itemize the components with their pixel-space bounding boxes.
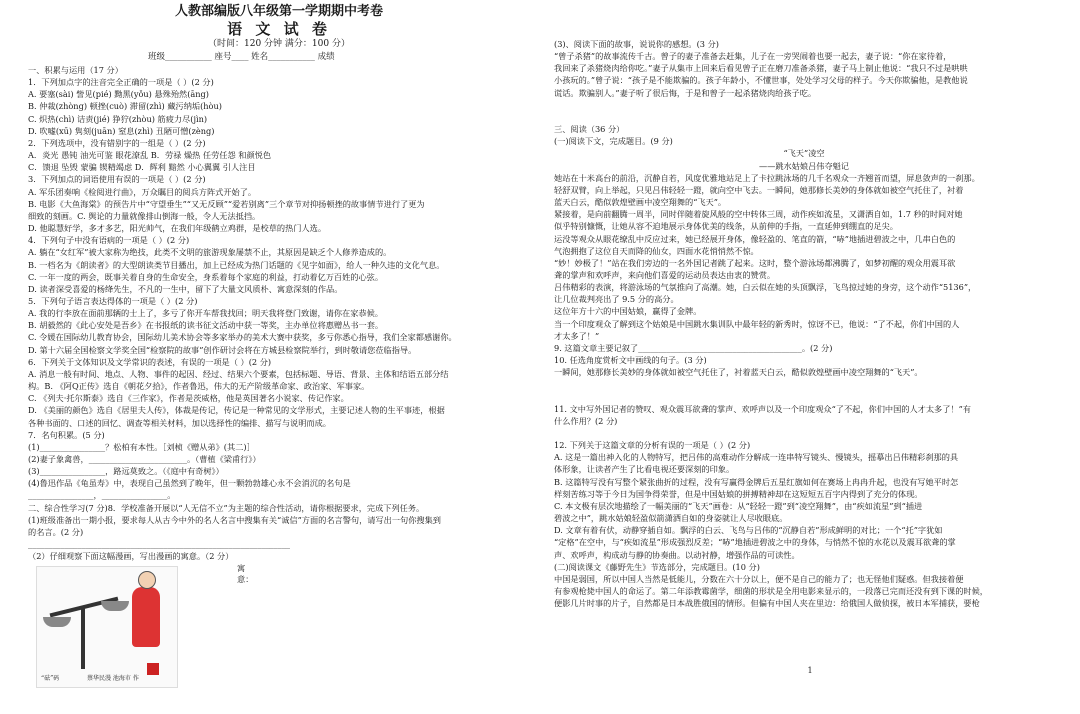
text-line: 轻舒双臂，向上举起，只见吕伟轻轻一蹬，就向空中飞去。一瞬间，她那修长美妙的身体就如被空气托住了，衬着 (554, 184, 964, 195)
text-line: 让几位裁判亮出了 9.5 分的高分。 (554, 294, 679, 305)
cartoon-person-shape (132, 587, 160, 647)
text-line: (3)、阅读下面的故事，说说你的感想。(3 分) (554, 39, 719, 49)
text-line (554, 111, 1054, 123)
text-line: 11. 文中写外国记者的赞叹、观众震耳欲聋的掌声、欢呼声以及一个印度观众“了不起，你们中国的人才太多了！”有 (554, 403, 971, 414)
comic-caption-right: 蔡华民漫 池海市 作 (87, 675, 139, 683)
scale-pan-left-shape (43, 617, 71, 627)
text-line: 谎话。欺骗别人。”妻子听了很后悔，于是和曾子一起杀猪烧肉给孩子吃。 (554, 87, 817, 98)
text-line: (1)________________？松柏有本性。［刘桢《赠从弟》(其二)］ (28, 441, 255, 452)
text-line: C. 令媛在国际幼儿教育协会，国际幼儿美术协会等多家举办的美术大赛中获奖，多亏你悉心指导，我们全家都感谢你。 (28, 332, 457, 343)
text-line: B. 一档名为《朗读者》的大型朗读类节目播出，加上已经成为热门话题的《见字如面》，给人一种久违的文化气息。 (28, 259, 445, 270)
text-line: 的名言。(2 分) (28, 526, 84, 537)
red-seal-stamp (147, 663, 159, 675)
text-line: A. 要塞(sài) 訾见(pié) 黝黑(yǒu) 悬殊殆然(āng) (28, 89, 209, 100)
text-line: D. 第十六届全国检察文学奖全国“检察院的故事”创作研讨会将在方城县检察院举行，到时敬请您莅临指导。 (28, 344, 417, 355)
text-line: B. 胡毅然的《此心安处是吾乡》在书报纸的读书征文活动中获一等奖，主办单位将惠赠丛书一套。 (28, 320, 384, 331)
text-line: 才太多了！” (554, 330, 600, 341)
text-line: “曾子杀猪”的故事流传千古。曾子的妻子准备去赶集，儿子在一旁哭闹着也要一起去，妻子说：“你在家待着， (554, 51, 952, 62)
text-line: 中国是弱国，所以中国人当然是低能儿，分数在六十分以上，便不是自己的能力了；也无怪他们疑惑。但我接着便 (554, 573, 964, 584)
text-line: ________________，________________。 (28, 490, 176, 501)
text-line: C. 《列夫·托尔斯泰》选自《三作家》，作者是茨威格，他是英国著名小说家、传记作家。 (28, 393, 349, 404)
text-line: 样刻苦练习等于今日为国争得荣誉，但是中国姑娘的拼搏精神却在这短短五百字内得到了充分的体现。 (554, 488, 923, 499)
text-line: 我回来了杀猪烧肉给你吃。”妻子从集市上回来后看见曾子正在磨刀准备杀猪，妻子马上制止他说：“我只不过是哄哄 (554, 63, 968, 74)
text-line: 构。B. 《阿Q正传》选自《朝花夕拾》，作者鲁迅，伟大的无产阶级革命家、政治家、军事家。 (28, 381, 370, 392)
text-line: 一、积累与运用（17 分） (28, 65, 123, 75)
text-line: 10. 任选角度赏析文中画线的句子。(3 分) (554, 355, 707, 366)
text-line (554, 391, 1054, 403)
text-line: (3)________________，路远莫致之。（《庭中有奇树》） (28, 466, 224, 477)
text-line: 一瞬间，她那修长美妙的身体就如被空气托住了，衬着蓝天白云，酷似敦煌壁画中凌空翔舞的“飞天”。 (554, 367, 923, 378)
student-fields: 班级___________ 座号____ 姓名___________ 成绩 (148, 52, 335, 62)
text-line: 3．下列加点的词语使用有误的一项是（ ）(2 分) (28, 174, 206, 185)
text-line: A. 躺在“女红军”被大家称为绝技，此类不文明的旅游现象屡禁不止，其原因是缺乏个人修养造成的。 (28, 247, 392, 258)
text-line: 声、欢呼声，构成动与静的协奏曲。以动衬静，增强作品的可读性。 (554, 549, 800, 560)
text-line: C. 炽热(chì) 诘责(jié) 狰狞(zhòu) 筋疲力尽(jìn) (28, 113, 208, 124)
text-line: C. 一年一度的两会，既事关着自身的生命安全，身系着每个家庭的利益，打动着亿万百姓的心弦。 (28, 271, 384, 282)
exam-meta: （时间：120 分钟 满分：100 分） (208, 39, 350, 49)
comic-image (36, 563, 254, 688)
text-line (554, 99, 1054, 111)
text-line: B. 电影《大鱼海棠》的预告片中“守望垂生”“又无反顾”“爱若别离”三个章节对抑扬顿挫的故事情节进行了更为 (28, 198, 425, 209)
text-line: 各种书面的、口述的回忆、调查等相关材料，加以选择性的编排、描写与说明而成。 (28, 417, 331, 428)
text-line: “飞天”凌空 (783, 148, 825, 159)
text-line: 7．名句积累。(5 分) (28, 429, 105, 440)
text-line: D. 他聪慧好学，多才多艺，阳光帅气，在我们年级鹤立鸡群，是校草的热门人选。 (28, 223, 327, 234)
text-line: (1)班级准备出一期小报，要求每人从古今中外的名人名言中搜集有关“诚信”方面的名言警句，请写出一句你搜集到 (28, 514, 441, 525)
text-line: 小孩玩的。”曾子说：“孩子是不能欺骗的。孩子年龄小，不懂世事，处处学习父母的样子。今天你欺骗他，是教他说 (554, 75, 968, 86)
exam-title: 人教部编版八年级第一学期期中考卷 (174, 4, 383, 19)
text-line: 6．下列关于文体知识及文学常识的表述，有误的一项是（ ）(2 分) (28, 356, 272, 367)
text-line: D. 读者深受喜爱的杨绛先生，不凡的一生中，留下了大量文风质朴、寓意深刻的作品。 (28, 283, 343, 294)
comic-meaning-label: 寓意： (237, 563, 254, 585)
text-line: 吕伟精彩的表演，将游泳场的气氛推向了高潮。她，白云似在她的头顶飘浮，飞鸟掠过她的身旁，这个动作“5136”， (554, 282, 977, 293)
text-line: 当一个印度观众了解到这个姑娘是中国跳水集训队中最年轻的新秀时，惊讶不已，他说：“了不起，你们中国的人 (554, 318, 960, 329)
comic-caption-left: “砝”码 (41, 675, 60, 683)
text-line: (一)阅读下文，完成题目。(9 分) (554, 136, 673, 147)
text-line: 体形象，让读者产生了比看电视还要深刻的印象。 (554, 464, 735, 475)
text-line (554, 378, 1054, 390)
text-line (554, 427, 1054, 439)
right-question-lines (554, 38, 1054, 609)
text-line: D. 吹嘘(xū) 隽刻(juān) 窒息(zhì) 丑陋可憎(zèng) (28, 125, 215, 136)
text-line: 12. 下列关于这篇文章的分析有误的一项是（ ）(2 分) (554, 440, 751, 451)
text-line: 4．下列句子中没有语病的一项是（ ）(2 分) (28, 235, 190, 246)
text-line: D. 《美丽的颜色》选自《居里夫人传》，体裁是传记，传记是一种常见的文学形式，主要记述人物的生平事迹，根据 (28, 405, 445, 416)
text-line: C. 本文极有层次地描绘了一幅美丽的“飞天”画卷：从“轻轻一蹬”到“凌空翔舞”，由“疾如流星”到“插进 (554, 500, 923, 511)
text-line: D. 文章有着有伏，动静穿插自如。飘浮的白云、飞鸟与吕伟的“沉静自若”形成鲜明的对比；一个“托”字犹如 (554, 525, 943, 536)
comic-section (28, 550, 530, 562)
text-line: 细致的刻画。C. 舆论的力量就像排山倒海一般，令人无法抵挡。 (28, 210, 261, 221)
text-line: 5．下列句子语言表达得体的一项是（ ）(2 分) (28, 295, 198, 306)
text-line: 蓝天白云，酷似敦煌壁画中凌空翔舞的“飞天”。 (554, 197, 727, 208)
text-line: ——跳水姑娘吕伟夺魁记 (758, 160, 850, 171)
text-line: 聋的掌声和欢呼声，来向他们喜爱的运动员表达由衷的赞赏。 (554, 269, 776, 280)
page-number: 1 (807, 666, 813, 675)
text-line: 气泡拥抱了这位自天而降的仙女，四面水花悄悄然不惊。 (554, 245, 759, 256)
text-line: B. 这篇特写没有写整个紧张曲折的过程，没有写赢得金牌后五星红旗如何在赛场上冉冉升起，也没有写她平时怎 (554, 476, 959, 487)
text-line: 2．下列选项中，没有错别字的一组是（ ）(2 分) (28, 137, 206, 148)
text-line: 碧波之中”，跳水姑娘轻盈似箭潇洒自如的身姿就让人尽收眼底。 (554, 513, 788, 524)
text-line: C．馈退 坠毁 蒙骗 锲精竭虑 D．辉利 黯然 小心翼翼 引人注目 (28, 162, 256, 173)
comic-prompt: （2）仔细观察下面这幅漫画，写出漫画的寓意。（2 分） (28, 551, 234, 562)
text-line: 运没等观众从眼花缭乱中反应过来，她已经展开身体，像轻盈的、笔直的箭，“哧”地插进碧波之中，几串白色的 (554, 233, 956, 244)
text-line: 她站在十米高台的前沿，沉静自若，风度优雅地站足上了卡拉跳泳场的几千名观众一齐翘首而望，屏息敛声的一刹那。 (554, 172, 980, 183)
text-line: A. 消息一般有时间、地点、人物、事件的起因、经过、结果六个要素，包括标题、导语、背景、主体和结语五部分结 (28, 368, 449, 379)
text-line: A. 军乐团奏响《检阅进行曲》，万众瞩目的阅兵方阵式开始了。 (28, 186, 257, 197)
text-line: 有参观枪毙中国人的命运了。第二年添教霉菌学，细菌的形状是全用电影来显示的，一段落已完而还没有到下课的时候， (554, 586, 988, 597)
exam-subtitle: 语 文 试 卷 (227, 20, 331, 38)
text-line: B. 仲裁(zhòng) 顿挫(cuò) 滞留(zhì) 藏污纳垢(hòu) (28, 101, 222, 112)
scale-post-shape (81, 607, 85, 669)
text-line: A．炎光 愚钝 油光可鉴 眼花潦乱 B．劳禄 燥热 任劳任怨 和颜悦色 (28, 150, 272, 161)
text-line: (4)鲁迅作品《龟虽寿》中，表现自己虽然到了晚年，但一颗勃勃雄心永不会消沉的名句是 (28, 478, 351, 489)
text-line: A. 我的行李放在面前那辆的士上了，多亏了你开车帮我找回；明天我将登门致谢，请你在家恭候。 (28, 308, 383, 319)
text-line: 紧接着，是向前翻腾一周半，同时伴随着旋风般的空中转体三周，动作疾如流星，又潇洒自如，1.7 秒的时间对她 (554, 209, 963, 220)
left-question-lines (28, 64, 530, 550)
text-line: 这位年方十六的中国姑娘，赢得了金牌。 (554, 306, 702, 317)
text-line: 二、综合性学习(7 分)8．学校准备开展以“人无信不立”为主题的综合性活动，请你根据要求，完成下列任务。 (28, 502, 425, 513)
text-line: 什么作用？(2 分) (554, 415, 618, 426)
text-line: 似乎特别慷慨，让她从容不迫地展示身体优美的线条，从前伸的手指，一直延伸到绷直的足尖。 (554, 221, 898, 232)
text-line: 三、阅读（36 分） (554, 124, 625, 135)
text-line: 便影几片时事的片子，自然都是日本战胜俄国的情形。但偏有中国人夹在里边：给俄国人做侦探，被日本军捕获，要枪 (554, 598, 980, 609)
text-line: “定格”在空中，与“疾如流星”形成强烈反差；“哧”地插进碧波之中的身体，与悄然不惊的水花以及震耳欲聋的掌 (554, 537, 956, 548)
text-line: (2)妻子象禽兽，________________________。（曹植《梁甫行》） (28, 454, 261, 464)
text-line: 9. 这篇文章主要记叙了________________________________________。(2 分) (554, 342, 833, 353)
text-line: A. 这是一篇出神入化的人物特写，把吕伟的高难动作分解成一连串特写镜头、慢镜头，摇摹出吕伟精彩刹那的具 (554, 452, 959, 463)
text-line: ________________________________________________________________ (28, 539, 290, 550)
text-line: (二)阅读课文《藤野先生》节选部分，完成题目。(10 分) (554, 561, 760, 572)
scale-pan-right-shape (101, 601, 129, 611)
text-line: “妙！妙极了！”站在我们旁边的一名外国记者跳了起来。这时，整个游泳场都沸腾了，如梦初醒的观众用震耳欲 (554, 257, 956, 268)
right-column (540, 0, 1080, 714)
text-line: 1．下列加点字的注音完全正确的一项是（ ）(2 分) (28, 77, 214, 88)
